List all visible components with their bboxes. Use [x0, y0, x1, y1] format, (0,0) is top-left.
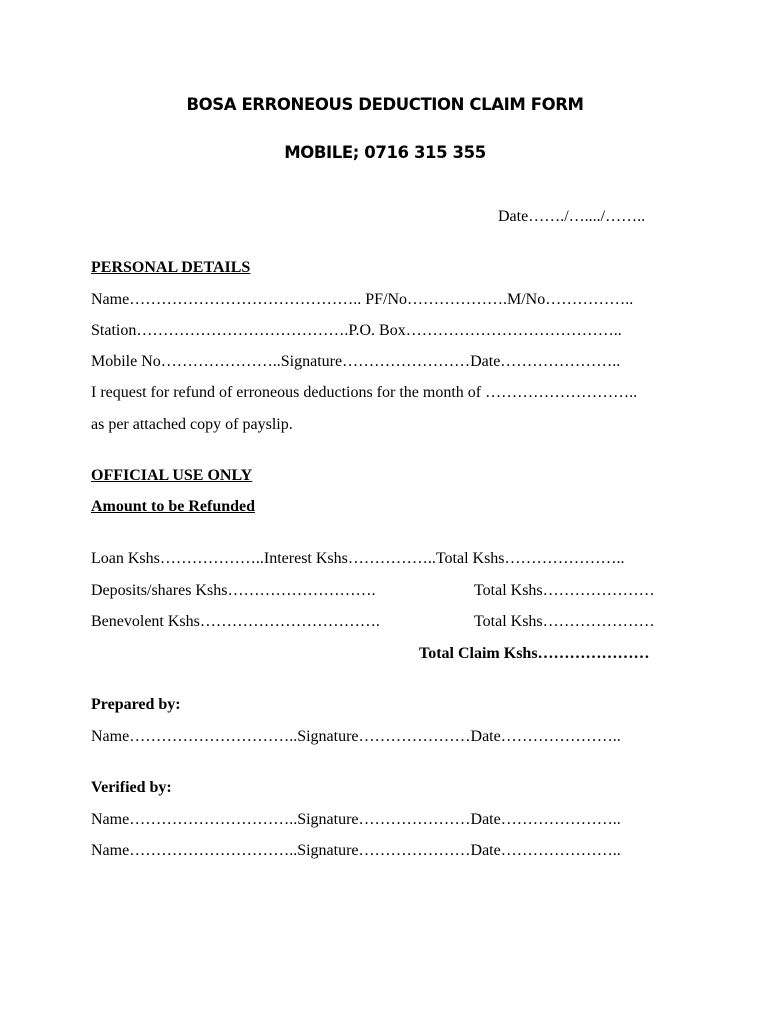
verified-by-line-2: Name…………………………..Signature…………………Date………………….. — [91, 842, 621, 859]
prepared-by-heading: Prepared by: — [91, 696, 181, 713]
total-claim-field: Total Claim Kshs………………… — [419, 645, 650, 662]
deposits-shares-field: Deposits/shares Kshs………………………. — [91, 582, 376, 599]
benevolent-total-field: Total Kshs………………… — [474, 613, 655, 630]
name-pf-mno-field: Name…………………………………….. PF/No……………….M/No…………….. — [91, 291, 634, 308]
refund-request-text: I request for refund of erroneous deductions for the month of ……………………….. — [91, 384, 638, 401]
official-use-heading: OFFICIAL USE ONLY — [91, 467, 253, 484]
benevolent-field: Benevolent Kshs……………………………. — [91, 613, 380, 630]
amount-refunded-subheading: Amount to be Refunded — [91, 498, 256, 515]
mobile-number: MOBILE; 0716 315 355 — [284, 143, 486, 162]
verified-by-line-1: Name…………………………..Signature…………………Date………………….. — [91, 811, 621, 828]
verified-by-heading: Verified by: — [91, 779, 172, 796]
prepared-by-line: Name…………………………..Signature…………………Date………………….. — [91, 728, 621, 745]
mobile-signature-date-field: Mobile No…………………..Signature……………………Date………………….. — [91, 353, 621, 370]
form-title: BOSA ERRONEOUS DEDUCTION CLAIM FORM — [186, 95, 584, 114]
station-pobox-field: Station………………………………….P.O. Box………………………………….. — [91, 322, 622, 339]
loan-interest-total-field: Loan Kshs………………..Interest Kshs……………..Total Kshs………………….. — [91, 550, 625, 567]
form-date-field: Date……./…..../…….. — [498, 208, 646, 225]
personal-details-heading: PERSONAL DETAILS — [91, 259, 251, 276]
payslip-note: as per attached copy of payslip. — [91, 416, 293, 433]
deposits-total-field: Total Kshs………………… — [474, 582, 655, 599]
